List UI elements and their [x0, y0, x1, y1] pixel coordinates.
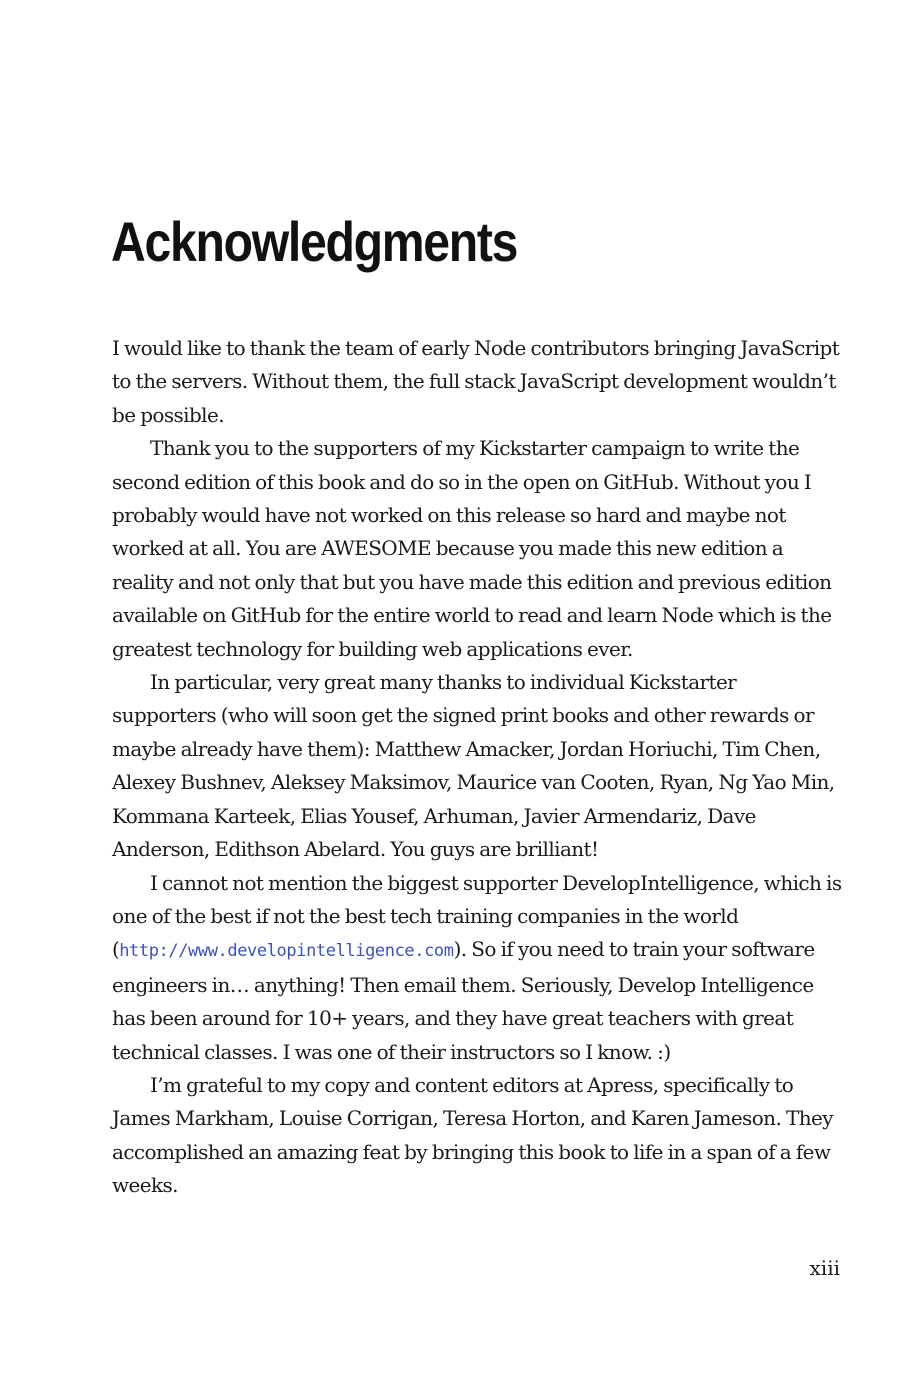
- paragraph-1: I would like to thank the team of early Node contributors bringing JavaScript to the servers. Without them, the full stack JavaScript development wouldn’t be possible.: [112, 336, 840, 427]
- page-title: Acknowledgments: [111, 210, 518, 273]
- paragraph-3: In particular, very great many thanks to individual Kickstarter supporters (who will soon get the signed print books and other rewards or maybe already have them): Matthew Amacker, Jordan Horiuchi, Tim Chen, Alexey Bushnev, Aleksey Maksimov, Maurice van Cooten, Ryan, Ng Yao Min, Kommana Karteek, Elias Yousef, Arhuman, Javier Armendariz, Dave Anderson, Edithson Abelard. You guys are brilliant!: [112, 670, 835, 862]
- paragraph-4-text-before-link: I cannot not mention the biggest supporter DevelopIntelligence, which is one of the best if not the best tech training companies in the world (: [112, 870, 842, 962]
- page-number: xiii: [809, 1256, 840, 1280]
- acknowledgments-body: [112, 332, 842, 1203]
- paragraph-4-text-after-link: ). So if you need to train your software engineers in… anything! Then email them. Seriously, Develop Intelligence has been around for 10+ years, and they have great teachers with great technical classes. I was one of their instructors so I know. :): [112, 937, 815, 1064]
- developintelligence-link[interactable]: http://www.developintelligence.com: [119, 941, 454, 962]
- paragraph-5: I’m grateful to my copy and content editors at Apress, specifically to James Markham, Louise Corrigan, Teresa Horton, and Karen Jameson. They accomplished an amazing feat by bringing this book to life in a span of a few weeks.: [112, 1072, 833, 1198]
- paragraph-2: Thank you to the supporters of my Kickstarter campaign to write the second edition of this book and do so in the open on GitHub. Without you I probably would have not worked on this release so hard and maybe not worked at all. You are AWESOME because you made this new edition a reality and not only that but you have made this edition and previous edition available on GitHub for the entire world to read and learn Node which is the greatest technology for building web applications ever.: [112, 436, 832, 661]
- paragraph-4: [112, 867, 842, 1069]
